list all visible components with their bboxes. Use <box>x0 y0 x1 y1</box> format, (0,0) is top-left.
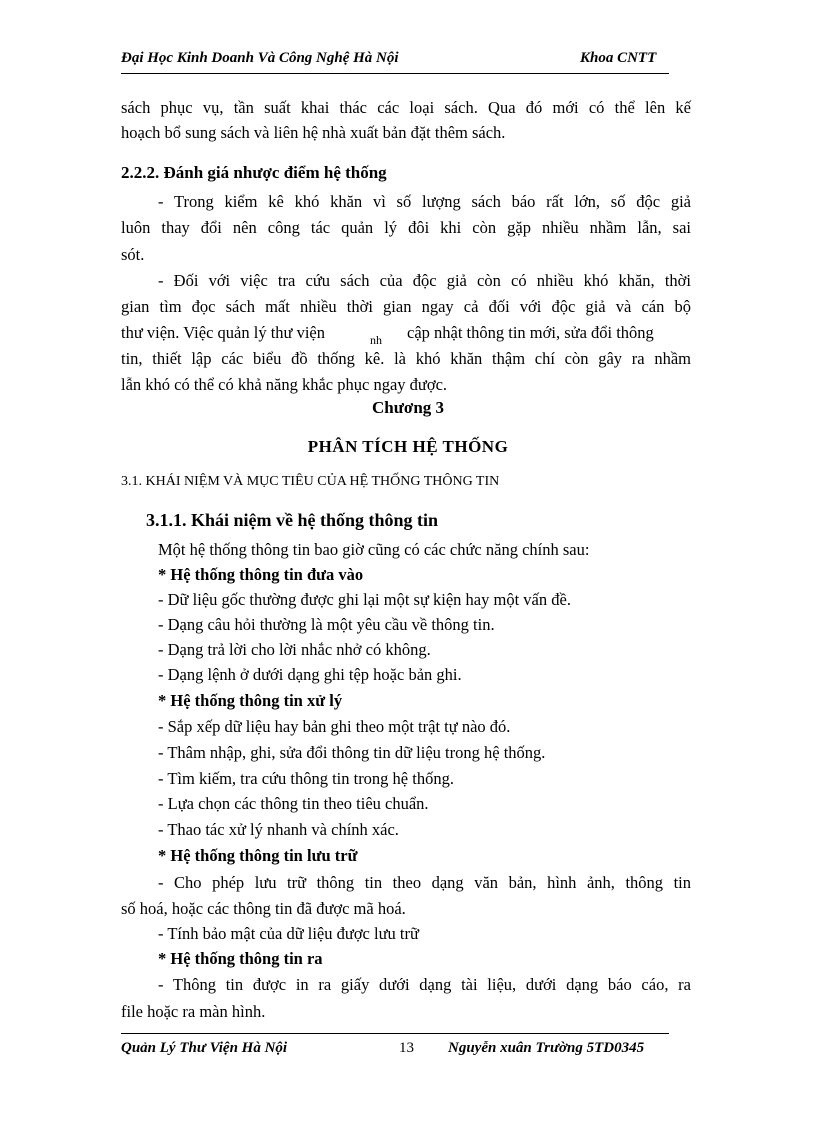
list-item: - Dạng lệnh ở dưới dạng ghi tệp hoặc bản ghi. <box>158 665 462 684</box>
list-item: - Dạng câu hỏi thường là một yêu cầu về thông tin. <box>158 615 495 634</box>
list-item: số hoá, hoặc các thông tin đã được mã hoá. <box>121 899 406 918</box>
body-line: luôn thay đổi nên công tác quản lý đôi khi còn gặp nhiều nhầm lẫn, sai <box>121 218 691 237</box>
header-left: Đại Học Kinh Doanh Và Công Nghệ Hà Nội <box>121 50 399 66</box>
list-heading: * Hệ thống thông tin xử lý <box>158 691 343 710</box>
subsection-heading: 3.1.1. Khái niệm về hệ thống thông tin <box>146 510 439 530</box>
list-item: - Thông tin được in ra giấy dưới dạng tài liệu, dưới dạng báo cáo, ra <box>158 975 691 994</box>
list-heading: * Hệ thống thông tin lưu trữ <box>158 846 358 865</box>
header-right: Khoa CNTT <box>580 50 657 66</box>
list-item: - Cho phép lưu trữ thông tin theo dạng văn bản, hình ảnh, thông tin <box>158 873 691 892</box>
list-item: - Lựa chọn các thông tin theo tiêu chuẩn. <box>158 794 429 813</box>
footer-right: Nguyễn xuân Trường 5TD0345 <box>448 1040 645 1056</box>
footer-left: Quản Lý Thư Viện Hà Nội <box>121 1040 288 1056</box>
list-item: - Sắp xếp dữ liệu hay bản ghi theo một trật tự nào đó. <box>158 717 511 736</box>
header-rule <box>121 73 669 74</box>
list-item: - Tính bảo mật của dữ liệu được lưu trữ <box>158 924 419 943</box>
page-number: 13 <box>399 1040 414 1056</box>
footer-rule <box>121 1033 669 1034</box>
list-item: - Thâm nhập, ghi, sửa đổi thông tin dữ liệu trong hệ thống. <box>158 743 546 762</box>
list-item: - Tìm kiếm, tra cứu thông tin trong hệ thống. <box>158 769 454 788</box>
chapter-title: PHÂN TÍCH HỆ THỐNG <box>307 437 509 456</box>
body-line: - Trong kiểm kê khó khăn vì số lượng sách báo rất lớn, số độc giả <box>158 192 691 211</box>
body-line: thư viện. Việc quản lý thư viện <box>121 323 326 342</box>
list-item: - Dữ liệu gốc thường được ghi lại một sự kiện hay một vấn đề. <box>158 590 571 609</box>
body-line: tin, thiết lập các biểu đồ thống kê. là khó khăn thậm chí còn gây ra nhầm <box>121 349 691 368</box>
body-line: sách phục vụ, tần suất khai thác các loại sách. Qua đó mới có thể lên kế <box>121 98 691 117</box>
body-line: lẫn khó có thể có khả năng khắc phục ngay được. <box>121 375 448 394</box>
list-item: - Thao tác xử lý nhanh và chính xác. <box>158 820 399 839</box>
body-line: hoạch bổ sung sách và liên hệ nhà xuất bản đặt thêm sách. <box>121 123 506 142</box>
body-line: cập nhật thông tin mới, sửa đổi thông <box>407 323 654 342</box>
section-heading: 3.1. KHÁI NIỆM VÀ MỤC TIÊU CỦA HỆ THỐNG THÔNG TIN <box>121 474 500 489</box>
body-line: Một hệ thống thông tin bao giờ cũng có các chức năng chính sau: <box>158 540 590 559</box>
list-item: - Dạng trả lời cho lời nhắc nhở có không. <box>158 640 431 659</box>
list-heading: * Hệ thống thông tin đưa vào <box>158 565 364 584</box>
body-line: sót. <box>121 245 145 264</box>
inline-fragment: nh <box>370 333 382 347</box>
list-item: file hoặc ra màn hình. <box>121 1002 266 1021</box>
body-line: - Đối với việc tra cứu sách của độc giả còn có nhiều khó khăn, thời <box>158 271 691 290</box>
chapter-number: Chương 3 <box>371 398 445 417</box>
list-heading: * Hệ thống thông tin ra <box>158 949 323 968</box>
body-line: gian tìm đọc sách mất nhiều thời gian ngay cả đối với độc giả và cán bộ <box>121 297 691 316</box>
section-heading: 2.2.2. Đánh giá nhược điểm hệ thống <box>121 163 387 182</box>
